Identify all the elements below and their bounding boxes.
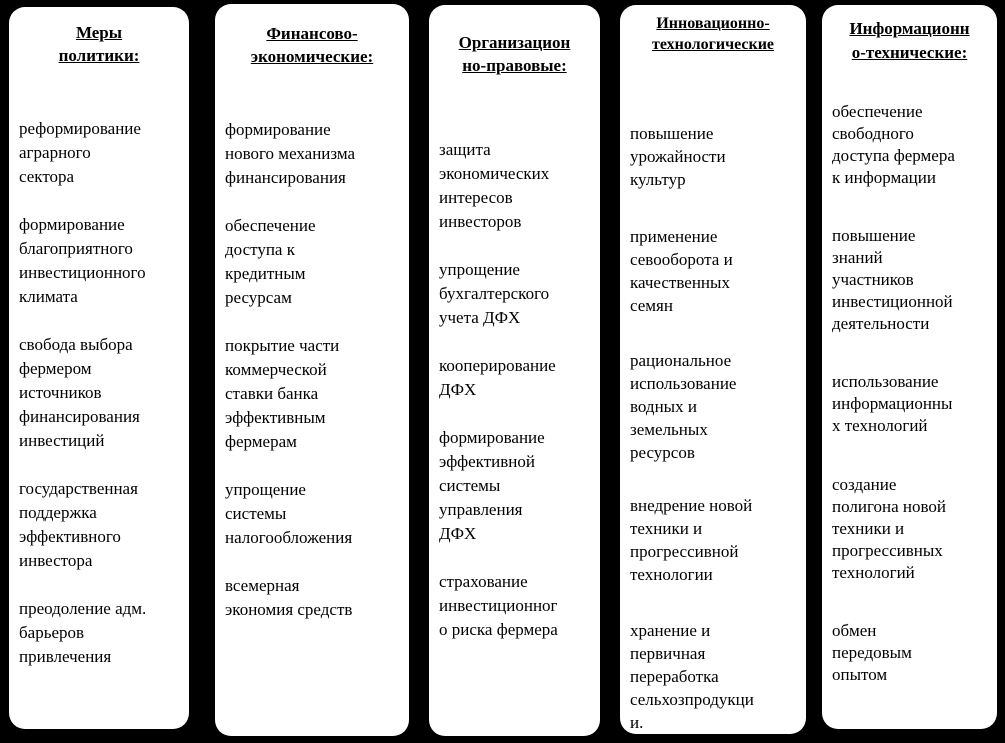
column-organizational-legal [429,5,600,736]
list-item: повышение знаний участников инвестиционной деятельности [832,226,953,333]
column-header: Информационн о-технические: [849,19,970,62]
list-item: внедрение новой техники и прогрессивной технологии [630,496,753,584]
item-list [19,7,187,729]
list-item: упрощение бухгалтерского учета ДФХ [439,260,550,327]
list-item: создание полигона новой техники и прогрессивных технологий [832,475,947,582]
list-item: хранение и первичная переработка сельхозпродукци и. [630,621,754,732]
column-header: Инновационно- технологические [651,15,775,53]
list-item: повышение урожайности культур [630,124,726,189]
item-list [225,4,407,736]
list-item: обеспечение доступа к кредитным ресурсам [225,216,316,307]
list-item: формирование нового механизма финансирования [225,120,356,187]
list-item: государственная поддержка эффективного инвестора [19,479,138,570]
list-item: обеспечение свободного доступа фермера к информации [832,102,955,187]
column-policy-measures [9,7,189,729]
list-item: кооперирование ДФХ [439,356,556,399]
list-item: применение севооборота и качественных семян [630,227,733,315]
list-item: страхование инвестиционног о риска фермера [439,572,558,639]
column-header: Финансово- экономические: [250,24,374,66]
list-item: использование информационны х технологий [832,372,953,435]
column-financial-economic [215,4,409,736]
column-innovation-technological [620,5,806,734]
item-list [832,5,995,729]
column-header: Меры политики: [58,23,140,65]
list-item: формирование эффективной системы управления ДФХ [439,428,545,543]
item-list [630,5,804,734]
list-item: свобода выбора фермером источников финансирования инвестиций [19,335,140,450]
list-item: обмен передовым опытом [832,621,912,684]
list-item: покрытие части коммерческой ставки банка эффективным фермерам [225,336,340,451]
item-list [439,5,598,736]
list-item: формирование благоприятного инвестиционного климата [19,215,146,306]
list-item: рациональное использование водных и земельных ресурсов [630,351,737,462]
list-item: упрощение системы налогообложения [225,480,353,547]
list-item: преодоление адм. барьеров привлечения [19,599,147,666]
column-information-technical [822,5,997,729]
list-item: защита экономических интересов инвесторов [439,140,550,231]
list-item: всемерная экономия средств [225,576,353,619]
list-item: реформирование аграрного сектора [19,119,141,186]
column-header: Организацион но-правовые: [458,33,571,75]
